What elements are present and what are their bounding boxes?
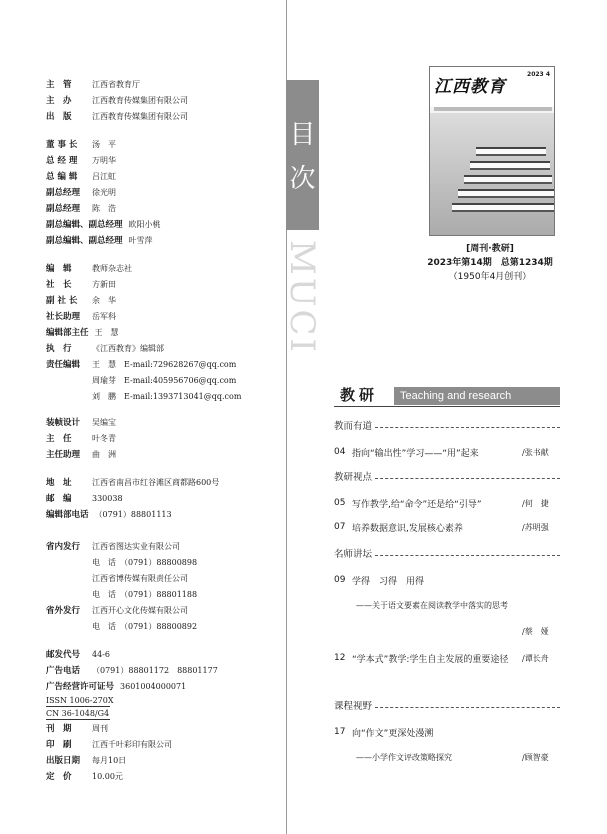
masthead-value: （0791）88801113 [94, 509, 172, 519]
masthead-label: 省内发行 [46, 542, 81, 552]
masthead-row [46, 137, 116, 151]
masthead-row [46, 769, 123, 783]
section-title-en: Teaching and research [394, 387, 560, 405]
category-label: 教研视点 [334, 472, 373, 483]
masthead-value: 岳军科 [92, 311, 116, 321]
masthead-row [46, 753, 126, 767]
article-title: 学得 习得 用得 [352, 576, 425, 587]
masthead-value: 每月10日 [92, 755, 127, 765]
masthead-label: 编 辑 [46, 264, 72, 274]
masthead-value: 叶冬青 [92, 433, 116, 443]
cn-rule [46, 719, 110, 720]
cover-strip [434, 107, 552, 111]
masthead-label: 社 长 [46, 280, 72, 290]
masthead-row [46, 415, 116, 429]
issue-number: 2023年第14期 总第1234期 [427, 258, 553, 268]
masthead-row [46, 447, 116, 461]
masthead-label: 主 办 [46, 96, 72, 106]
book-shape [476, 147, 546, 156]
masthead-value: 江西省教育厅 [92, 79, 140, 89]
masthead-label: 印 刷 [46, 740, 72, 750]
masthead-row [46, 475, 219, 489]
masthead-value: 王 慧 [94, 327, 119, 337]
toc-item[interactable] [334, 573, 560, 587]
masthead-label: 编辑部电话 [46, 510, 89, 520]
masthead-value: 电 话 （0791）88800892 [92, 621, 198, 631]
book-shape [470, 161, 550, 170]
masthead-value: （0791）88801172 88801177 [92, 665, 218, 675]
article-author: /顾智豪 [522, 753, 549, 762]
cover-logo: 江西教育 [434, 77, 506, 97]
masthead-value: 方新田 [92, 279, 116, 289]
category-label: 课程视野 [334, 701, 373, 712]
masthead-row [46, 603, 188, 617]
book-shape [464, 175, 552, 184]
masthead-row [46, 647, 110, 661]
cover-header [430, 67, 555, 107]
masthead-value: 江西千叶彩印有限公司 [92, 739, 172, 749]
tab-char-mu: 目 [289, 120, 316, 150]
masthead-label: 装帧设计 [46, 418, 81, 428]
article-author: /张书献 [522, 447, 549, 457]
masthead-row [46, 261, 132, 275]
section-title-cn: 教研 [340, 386, 379, 404]
masthead-value: 万明华 [92, 155, 116, 165]
toc-category [334, 418, 560, 432]
masthead-label: 编辑部主任 [46, 328, 89, 338]
masthead-value: 330038 [92, 493, 123, 503]
masthead-value: 王 慧 E-mail:729628267@qq.com [92, 359, 237, 369]
masthead-value: 欧阳小桃 [128, 219, 161, 229]
masthead-row [46, 737, 172, 751]
article-title: 写作教学,给“命令”还是给“引导” [352, 499, 482, 510]
masthead-row [46, 555, 197, 569]
masthead-label: 董 事 长 [46, 140, 78, 150]
masthead-row [46, 539, 180, 553]
masthead-label: 主 管 [46, 80, 72, 90]
masthead-value: 刘 鹏 E-mail:1393713041@qq.com [92, 391, 242, 401]
masthead-label: 邮发代号 [46, 650, 81, 660]
article-author: /蔡 娅 [522, 627, 549, 636]
toc-item[interactable] [334, 520, 560, 534]
page-number: 04 [334, 447, 346, 457]
masthead-label: 出版日期 [46, 756, 81, 766]
category-label: 教而有道 [334, 421, 373, 432]
article-title: 培养数据意识,发展核心素养 [352, 523, 463, 534]
masthead-row [46, 721, 108, 735]
masthead-label: 地 址 [46, 478, 72, 488]
masthead-value: 周瑜芽 E-mail:405956706@qq.com [92, 375, 237, 385]
muci-watermark: MUCI [282, 240, 322, 355]
masthead-row [46, 389, 241, 403]
masthead-label: 出 版 [46, 112, 72, 122]
toc-item[interactable] [334, 496, 560, 510]
masthead-label: 主任助理 [46, 450, 81, 460]
masthead-value: 3601004000071 [120, 681, 187, 691]
masthead-value: 江西省图达实业有限公司 [92, 541, 180, 551]
dash-rule [375, 702, 560, 708]
founded-date: （1950年4月创刊） [448, 272, 532, 282]
masthead-label: 副 社 长 [46, 296, 78, 306]
masthead-row [46, 679, 186, 693]
page-number: 07 [334, 522, 346, 532]
masthead-label: 邮 编 [46, 494, 72, 504]
issue-type: [周刊·教研] [466, 244, 514, 254]
cn-value: CN 36-1048/G4 [46, 708, 110, 718]
masthead-value: 汤 平 [92, 139, 116, 149]
masthead-row [46, 233, 153, 247]
masthead-row [46, 373, 236, 387]
masthead-row [46, 201, 116, 215]
masthead-row [46, 93, 188, 107]
masthead-label: 执 行 [46, 344, 72, 354]
toc-category [334, 469, 560, 483]
masthead-row [46, 309, 116, 323]
masthead-row [46, 706, 109, 720]
toc-category [334, 698, 560, 712]
masthead-value: 余 华 [92, 295, 116, 305]
masthead-value: 江西开心文化传媒有限公司 [92, 605, 188, 615]
article-subtitle: ——关于语文要素在阅读教学中落实的思考 [356, 601, 508, 610]
masthead-value: 周刊 [92, 723, 108, 733]
masthead-value: 江西省南昌市红谷滩区商都路600号 [92, 477, 220, 487]
toc-item[interactable] [334, 651, 560, 665]
masthead-row [46, 587, 197, 601]
masthead-row [46, 693, 114, 707]
masthead-value: 江西省博传媒有限责任公司 [92, 573, 188, 583]
masthead-value: 《江西教育》编辑部 [92, 343, 164, 353]
article-author: /何 捷 [522, 498, 549, 508]
article-author: /谭长舟 [522, 653, 549, 663]
masthead-row [46, 663, 218, 677]
masthead-label: 总 编 辑 [46, 172, 78, 182]
masthead-label: 副总经理 [46, 188, 81, 198]
masthead-value: 10.00元 [92, 771, 123, 781]
masthead-label: 总 经 理 [46, 156, 78, 166]
cover-image [430, 113, 555, 236]
masthead-row [46, 619, 197, 633]
masthead-value: 江西教育传媒集团有限公司 [92, 111, 188, 121]
masthead-label: 定 价 [46, 772, 72, 782]
masthead-row [46, 293, 116, 307]
book-shape [458, 189, 554, 198]
masthead-label: 省外发行 [46, 606, 81, 616]
article-title: “学本式”教学:学生自主发展的重要途径 [352, 654, 509, 665]
masthead-value: 吕江虹 [92, 171, 116, 181]
masthead-row [46, 109, 188, 123]
issn-rule [46, 706, 110, 707]
section-rule [334, 406, 560, 407]
masthead-value: 44-6 [92, 649, 110, 659]
masthead-value: 电 话 （0791）88800898 [92, 557, 198, 567]
page-number: 09 [334, 575, 346, 585]
dash-rule [375, 550, 560, 556]
masthead-row [46, 571, 188, 585]
page-number: 12 [334, 653, 346, 663]
masthead-row [46, 185, 116, 199]
masthead-row [46, 357, 236, 371]
masthead-row [46, 431, 116, 445]
masthead-value: 教师杂志社 [92, 263, 132, 273]
article-author: /苏明强 [522, 522, 549, 532]
cover-thumbnail[interactable] [429, 66, 555, 236]
masthead-label: 刊 期 [46, 724, 72, 734]
toc-item[interactable] [334, 445, 560, 459]
masthead-value: 叶雪萍 [128, 235, 153, 245]
masthead-row [46, 169, 116, 183]
masthead-row [46, 77, 140, 91]
masthead-label: 社长助理 [46, 312, 81, 322]
masthead-value: 曲 洲 [92, 449, 116, 459]
masthead-label: 主 任 [46, 434, 72, 444]
article-subtitle: ——小学作文评改策略探究 [356, 753, 452, 762]
masthead-row [46, 153, 116, 167]
masthead-value: 徐光明 [92, 187, 116, 197]
book-shape [452, 203, 555, 212]
masthead-label: 副总编辑、副总经理 [46, 220, 123, 230]
masthead-row [46, 217, 161, 231]
tab-char-ci: 次 [289, 164, 316, 194]
masthead-label: 副总经理 [46, 204, 81, 214]
article-title: 向“作文”更深处漫溯 [352, 728, 434, 739]
page-number: 05 [334, 498, 346, 508]
masthead-value: 吴编宝 [92, 417, 116, 427]
masthead-label: 副总编辑、副总经理 [46, 236, 123, 246]
cover-info [415, 242, 565, 284]
cover-issue-label: 2023 4 [527, 71, 550, 78]
article-title: 指向“输出性”学习——“用”起来 [352, 448, 479, 459]
toc-item[interactable] [334, 725, 560, 739]
masthead-row [46, 341, 164, 355]
masthead-row [46, 325, 119, 339]
masthead-value: 江西教育传媒集团有限公司 [92, 95, 188, 105]
masthead-value: 陈 浩 [92, 203, 116, 213]
page-number: 17 [334, 727, 346, 737]
issn-value: ISSN 1006-270X [46, 695, 114, 705]
toc-category [334, 546, 560, 560]
dash-rule [375, 473, 560, 479]
masthead-label: 广告电话 [46, 666, 81, 676]
masthead-label: 广告经营许可证号 [46, 682, 115, 692]
masthead-row [46, 277, 116, 291]
category-label: 名师讲坛 [334, 549, 373, 560]
masthead-value: 电 话 （0791）88801188 [92, 589, 198, 599]
toc-tab [286, 80, 319, 230]
section-header [334, 384, 560, 406]
masthead-row [46, 507, 172, 521]
masthead-row [46, 491, 123, 505]
masthead-label: 责任编辑 [46, 360, 81, 370]
dash-rule [375, 422, 560, 428]
